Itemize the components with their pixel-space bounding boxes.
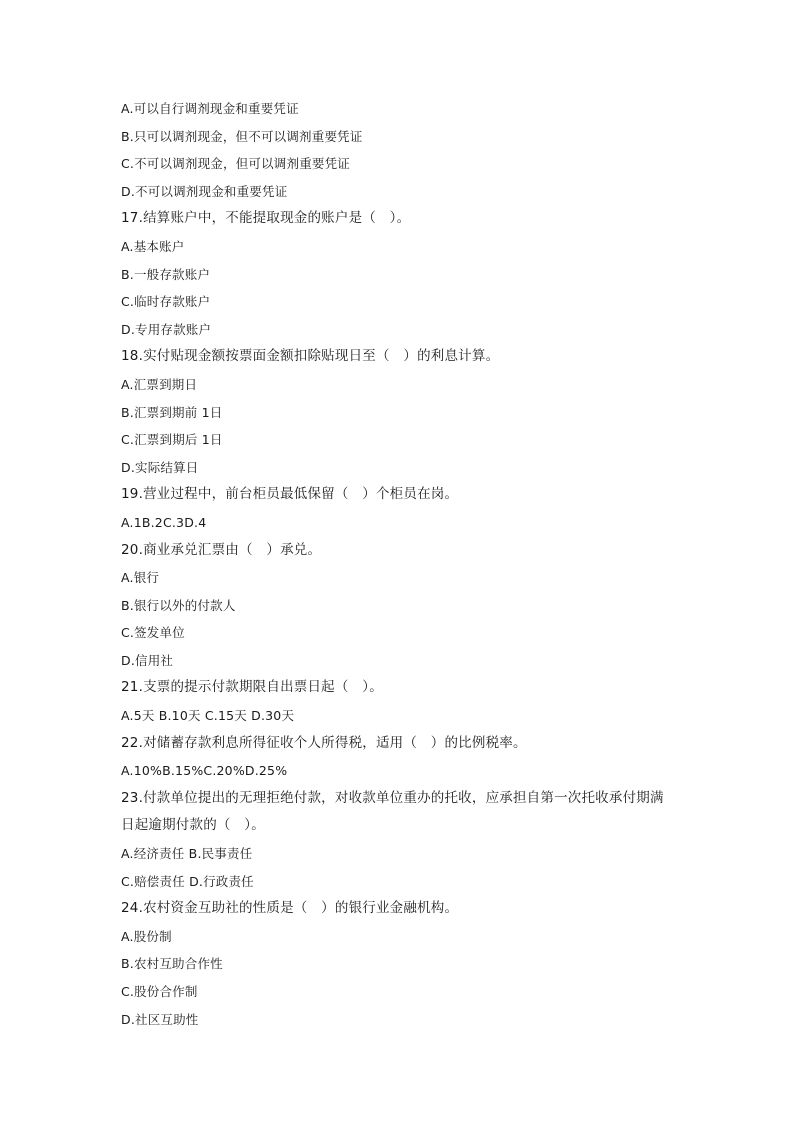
answer-option: A.10%B.15%C.20%D.25% <box>121 763 288 779</box>
question-text: 18.实付贴现金额按票面金额扣除贴现日至（ ）的利息计算。 <box>121 348 500 365</box>
answer-option: C.股份合作制 <box>121 984 198 999</box>
answer-option: A.1B.2C.3D.4 <box>121 514 207 530</box>
answer-option: C.不可以调剂现金，但可以调剂重要凭证 <box>121 156 351 172</box>
answer-option: C.赔偿责任 D.行政责任 <box>121 873 254 889</box>
question-text: 19.营业过程中，前台柜员最低保留（ ）个柜员在岗。 <box>121 486 459 503</box>
question-text: 17.结算账户中，不能提取现金的账户是（ ）。 <box>121 210 411 227</box>
answer-option: A.汇票到期日 <box>121 376 198 392</box>
answer-option: A.银行 <box>121 570 160 586</box>
answer-option: A.可以自行调剂现金和重要凭证 <box>121 101 299 116</box>
answer-option: C.签发单位 <box>121 625 185 641</box>
question-text: 21.支票的提示付款期限自出票日起（ ）。 <box>121 679 383 696</box>
answer-option: D.社区互助性 <box>121 1011 199 1027</box>
question-text: 20.商业承兑汇票由（ ）承兑。 <box>121 541 322 558</box>
answer-option: A.经济责任 B.民事责任 <box>121 846 253 862</box>
question-text: 24.农村资金互助社的性质是（ ）的银行业金融机构。 <box>121 900 459 917</box>
answer-option: D.专用存款账户 <box>121 321 212 337</box>
question-text: 日起逾期付款的（ ）。 <box>121 817 265 834</box>
document-body <box>121 95 701 1033</box>
answer-option: B.农村互助合作性 <box>121 956 223 972</box>
answer-option: A.基本账户 <box>121 238 185 254</box>
answer-option: C.临时存款账户 <box>121 294 211 310</box>
answer-option: A.股份制 <box>121 928 172 944</box>
answer-option: B.一般存款账户 <box>121 266 211 282</box>
answer-option: D.实际结算日 <box>121 459 199 475</box>
answer-option: D.不可以调剂现金和重要凭证 <box>121 183 288 199</box>
question-text: 22.对储蓄存款利息所得征收个人所得税，适用（ ）的比例税率。 <box>121 734 527 751</box>
answer-option: B.只可以调剂现金，但不可以调剂重要凭证 <box>121 128 363 144</box>
answer-option: B.银行以外的付款人 <box>121 597 236 613</box>
answer-option: C.汇票到期后 1日 <box>121 432 223 448</box>
question-text: 23.付款单位提出的无理拒绝付款，对收款单位重办的托收，应承担自第一次托收承付期满 <box>121 789 664 806</box>
answer-option: A.5天 B.10天 C.15天 D.30天 <box>121 708 295 724</box>
answer-option: D.信用社 <box>121 652 174 668</box>
answer-option: B.汇票到期前 1日 <box>121 404 223 420</box>
